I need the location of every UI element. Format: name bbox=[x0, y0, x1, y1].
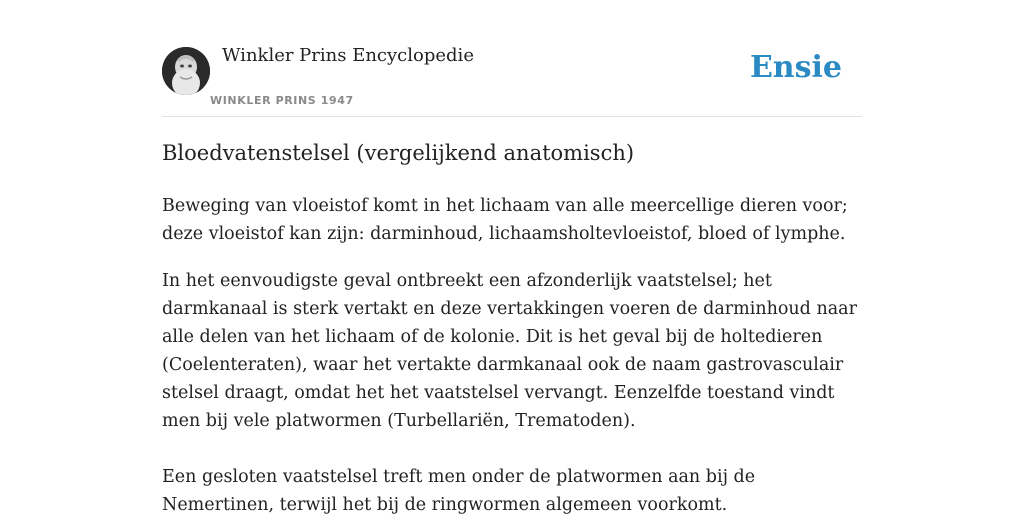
article-paragraph: Een gesloten vaatstelsel treft men onder de platwormen aan bij de Nemertinen, terwijl het bij de ringwormen algemeen voorkomt. bbox=[162, 467, 756, 515]
site-subtitle: WINKLER PRINS 1947 bbox=[210, 94, 354, 107]
page bbox=[162, 0, 862, 515]
author-avatar[interactable] bbox=[162, 47, 210, 95]
author-portrait-icon bbox=[162, 47, 210, 95]
site-header bbox=[162, 0, 862, 117]
ensie-logo[interactable]: Ensie bbox=[749, 50, 842, 85]
article-title: Bloedvatenstelsel (vergelijkend anatomisch) bbox=[162, 141, 635, 165]
article-paragraph: Beweging van vloeistof komt in het lichaam van alle meercellige dieren voor; deze vloeistof kan zijn: darminhoud, lichaamsholtevloeistof, bloed of lymphe. bbox=[162, 196, 848, 244]
site-title[interactable]: Winkler Prins Encyclopedie bbox=[222, 45, 474, 66]
article-paragraph: In het eenvoudigste geval ontbreekt een afzonderlijk vaatstelsel; het darmkanaal is sterk vertakt en deze vertakkingen voeren de darminhoud naar alle delen van het lichaam of de kolonie. Dit is het geval bij de holtedieren (Coelenteraten), waar het vertakte darmkanaal ook de naam gastrovasculair stelsel draagt, omdat het het vaatstelsel vervangt. Eenzelfde toestand vindt men bij vele platwormen (Turbellariën, Trematoden). bbox=[162, 271, 857, 431]
